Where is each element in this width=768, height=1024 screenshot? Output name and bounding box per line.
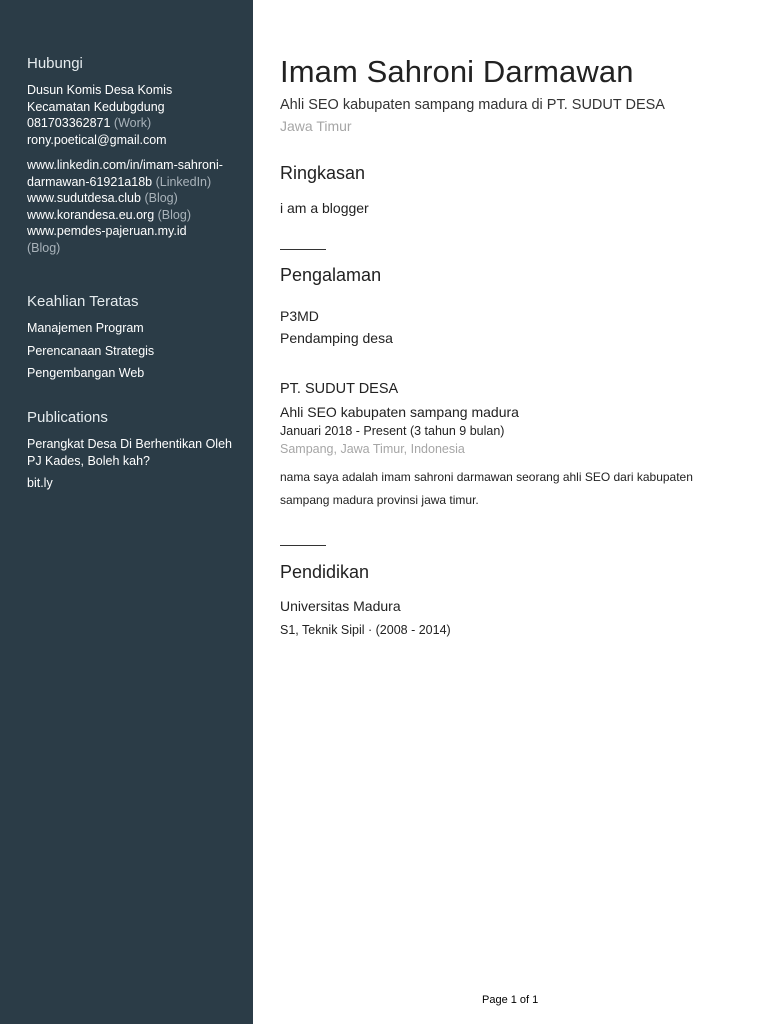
- blog-link-sudutdesa-line: [27, 190, 247, 207]
- education-degree: S1, Teknik Sipil · (2008 - 2014): [280, 623, 451, 637]
- job-title: Ahli SEO kabupaten sampang madura: [280, 404, 519, 420]
- blog-link-pemdes[interactable]: www.pemdes-pajeruan.my.id: [27, 224, 187, 238]
- job-company: P3MD: [280, 308, 319, 324]
- blog-link-korandesa[interactable]: www.korandesa.eu.org: [27, 207, 155, 222]
- publications-heading: Publications: [27, 409, 108, 426]
- skill-item: Perencanaan Strategis: [27, 343, 155, 358]
- phone-number[interactable]: 081703362871: [27, 116, 111, 130]
- address-line-2: Kecamatan Kedubgdung: [27, 99, 165, 114]
- job-title: Pendamping desa: [280, 330, 393, 346]
- profile-location: Jawa Timur: [280, 118, 352, 134]
- experience-heading: Pengalaman: [280, 265, 382, 285]
- phone-line: [27, 115, 247, 132]
- section-divider: [280, 249, 326, 250]
- education-heading: Pendidikan: [280, 562, 370, 582]
- blog-link-korandesa-line: [27, 207, 247, 224]
- linkedin-link-type: (LinkedIn): [155, 174, 212, 189]
- education-school: Universitas Madura: [280, 598, 401, 614]
- blog-link-type: (Blog): [27, 240, 61, 255]
- linkedin-link-line-1[interactable]: www.linkedin.com/in/imam-sahroni-: [27, 158, 223, 172]
- page-number: Page 1 of 1: [482, 994, 539, 1006]
- linkedin-link-url[interactable]: darmawan-61921a18b: [27, 174, 153, 189]
- skills-heading: Keahlian Teratas: [27, 293, 139, 310]
- email-link[interactable]: rony.poetical@gmail.com: [27, 132, 167, 147]
- linkedin-link-line-2: [27, 174, 247, 191]
- address-line-1: Dusun Komis Desa Komis: [27, 83, 173, 97]
- summary-text: i am a blogger: [280, 200, 369, 216]
- profile-name: Imam Sahroni Darmawan: [280, 54, 634, 89]
- job-description-line-1: nama saya adalah imam sahroni darmawan seorang ahli SEO dari kabupaten: [280, 470, 693, 484]
- contact-heading: Hubungi: [27, 55, 83, 72]
- publication-title-line-1: Perangkat Desa Di Berhentikan Oleh: [27, 437, 232, 451]
- blog-link-type: (Blog): [144, 191, 178, 205]
- publication-link[interactable]: bit.ly: [27, 476, 53, 490]
- phone-type: (Work): [113, 116, 152, 130]
- skill-item: Manajemen Program: [27, 321, 144, 335]
- blog-link-sudutdesa[interactable]: www.sudutdesa.club: [27, 191, 141, 205]
- summary-heading: Ringkasan: [280, 163, 366, 183]
- profile-headline: Ahli SEO kabupaten sampang madura di PT. SUDUT DESA: [280, 97, 665, 113]
- sidebar: [0, 0, 253, 1024]
- skills-section: [27, 293, 247, 388]
- publications-section: [27, 409, 247, 492]
- skill-item: Pengembangan Web: [27, 366, 145, 380]
- blog-link-type: (Blog): [157, 207, 191, 222]
- job-location: Sampang, Jawa Timur, Indonesia: [280, 442, 465, 456]
- publication-title-line-2: PJ Kades, Boleh kah?: [27, 453, 150, 468]
- job-dates: Januari 2018 - Present (3 tahun 9 bulan): [280, 424, 505, 438]
- contact-section: [27, 55, 247, 256]
- job-company: PT. SUDUT DESA: [280, 381, 399, 397]
- section-divider: [280, 545, 326, 546]
- job-description-line-2: sampang madura provinsi jawa timur.: [280, 493, 479, 507]
